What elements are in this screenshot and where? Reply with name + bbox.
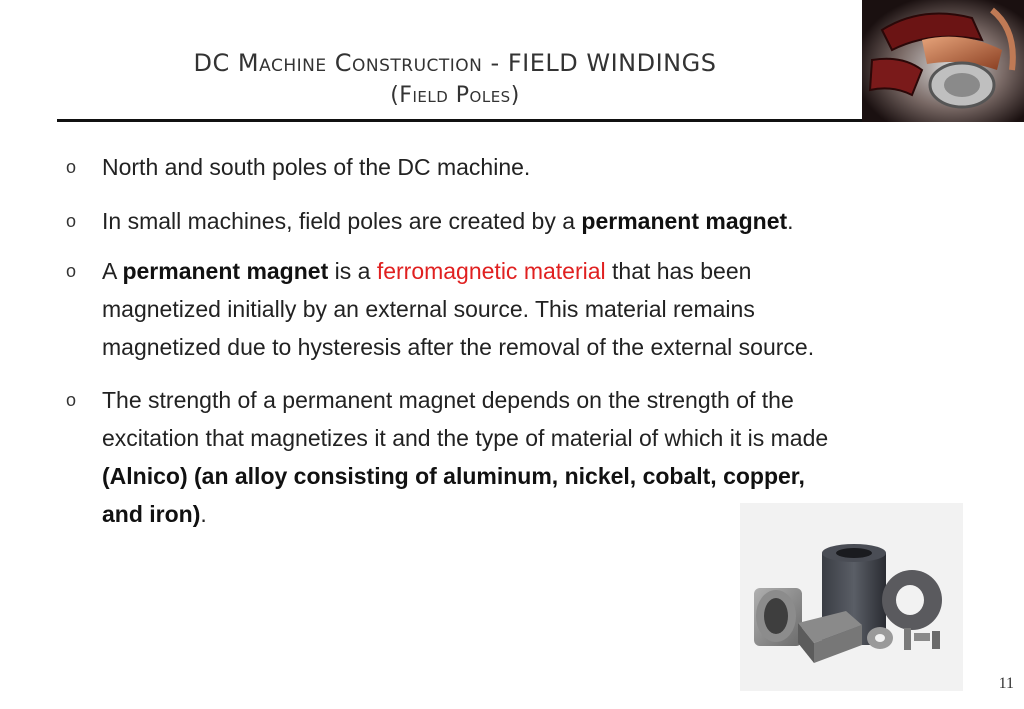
bullet-marker: o (66, 261, 77, 281)
bullet-bold-text: permanent magnet (581, 208, 788, 234)
bullet-marker: o (66, 157, 77, 177)
bullet-highlight-text: ferromagnetic material (376, 258, 606, 284)
title-text: P (455, 83, 470, 108)
bullet-text: A (102, 258, 123, 284)
title-line-2 (60, 80, 850, 112)
bullet-marker: o (66, 211, 77, 231)
title-text: onstruction (352, 49, 483, 77)
bullet-text: In small machines, field poles are created by a (102, 208, 582, 234)
bullet-line (102, 252, 922, 290)
slide-title (60, 46, 850, 112)
permanent-magnets-photo (740, 503, 963, 691)
title-text: ( (390, 83, 400, 108)
bullet-text: . (787, 208, 794, 234)
title-text: ield (412, 83, 449, 108)
bullet-item (102, 148, 922, 186)
bullet-text: . (200, 501, 207, 527)
bullet-bold-text: and iron) (102, 501, 201, 527)
title-text: DC (193, 49, 238, 77)
bullet-line: The strength of a permanent magnet depends on the strength of the (102, 387, 794, 413)
title-text (448, 83, 456, 108)
title-text: - FIELD WINDINGS (482, 49, 717, 77)
magnets-illustration (740, 503, 963, 691)
bullet-line: (Alnico) (an alloy consisting of aluminum, nickel, cobalt, copper, (102, 463, 805, 489)
bullet-text: is a (328, 258, 377, 284)
title-text: M (237, 49, 260, 77)
dc-motor-illustration (862, 0, 1024, 122)
title-text: oles (469, 83, 511, 108)
bullet-line: magnetized due to hysteresis after the removal of the external source. (102, 334, 815, 360)
title-line-1 (60, 46, 850, 80)
title-text: C (334, 49, 352, 77)
bullet-text: that has been (605, 258, 752, 284)
bullet-bold-text: permanent magnet (122, 258, 329, 284)
title-text: ) (510, 83, 520, 108)
dc-motor-photo (862, 0, 1024, 122)
bullet-marker: o (66, 390, 77, 410)
bullet-text: North and south poles of the DC machine. (102, 154, 531, 180)
page-number: 11 (998, 675, 1014, 692)
title-underline (57, 119, 863, 122)
title-text (327, 49, 335, 77)
bullet-line: magnetized initially by an external source. This material remains (102, 296, 755, 322)
bullet-item (102, 252, 922, 366)
bullet-line: excitation that magnetizes it and the type of material of which it is made (102, 425, 829, 451)
title-text: achine (259, 49, 327, 77)
title-text: F (399, 83, 413, 108)
bullet-item (102, 202, 922, 240)
